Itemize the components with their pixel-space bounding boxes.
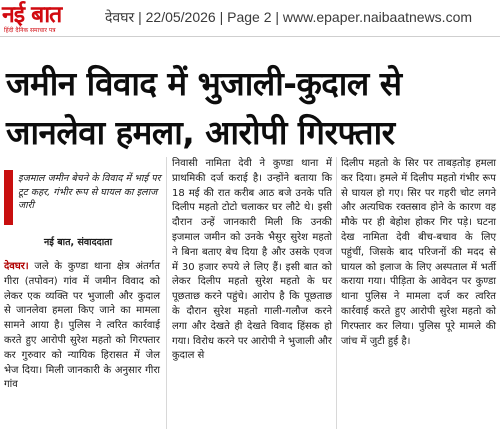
column-divider bbox=[166, 157, 167, 429]
logo-tagline: हिंदी दैनिक समाचार पत्र bbox=[4, 27, 56, 34]
column-3-text: दिलीप महतो के सिर पर ताबड़तोड़ हमला कर दिया। हमले में दिलीप महतो गंभीर रूप से घायल हो गए। सिर पर गहरी चोट लगने और अत्यधिक रक्तस्राव होने के कारण वह मौके पर ही बेहोश होकर गिर पड़े। घटना देख नामिता देवी बीच-बचाव के लिए पहुंचीं, जिसके बाद परिजनों की मदद से घायल को इलाज के लिए अस्पताल में भर्ती कराया गया। पीड़िता के आवेदन पर कुण्डा थाना पुलिस ने मामला दर्ज कर त्वरित कार्रवाई करते हुए आरोपी सुरेश महतो को गिरफ्तार कर लिया। पुलिस पूरे मामले की जांच में जुटी हुई है। bbox=[341, 158, 496, 347]
column-1-body: जले के कुण्डा थाना क्षेत्र अंतर्गत गीरा (तपोवन) गांव में जमीन विवाद को लेकर एक व्यक्ति पर भुजाली और कुदाल से जानलेवा हमला किए जाने का मामला सामने आया है। पुलिस ने त्वरित कार्रवाई करते हुए आरोपी सुरेश महतो को गिरफ्तार कर गुरुवार को न्यायिक हिरासत में जेल भेज दिया। मिली जानकारी के अनुसार गीरा गांव bbox=[4, 261, 160, 391]
column-divider bbox=[336, 157, 337, 429]
article-column-3 bbox=[341, 157, 496, 349]
logo-text: नई बात bbox=[2, 2, 62, 28]
newspaper-logo[interactable] bbox=[2, 2, 92, 34]
article-column-1 bbox=[4, 260, 160, 393]
pullquote-bar bbox=[4, 170, 13, 225]
headline-line-1: जमीन विवाद में भुजाली-कुदाल से bbox=[6, 64, 402, 103]
masthead bbox=[0, 0, 500, 37]
dateline: देवघर। bbox=[4, 261, 29, 272]
column-1-text bbox=[4, 260, 160, 393]
article-column-2 bbox=[172, 157, 332, 364]
byline: नई बात, संवाददाता bbox=[44, 237, 113, 248]
headline-line-2: जानलेवा हमला, आरोपी गिरफ्तार bbox=[6, 113, 395, 152]
pullquote-text: इजमाल जमीन बेचने के विवाद में भाई पर टूट कहर, गंभीर रूप से घायल का इलाज जारी bbox=[18, 173, 161, 211]
pullquote bbox=[4, 170, 162, 225]
column-2-text: निवासी नामिता देवी ने कुण्डा थाना में प्राथमिकी दर्ज कराई है। उन्होंने बताया कि 18 मई की रात करीब आठ बजे उनके पति दिलीप महतो टोटो चलाकर घर लौटे थे। इसी दौरान उन्हें जानकारी मिली कि उनकी इजमाल जमीन को उनके भैसुर सुरेश महतो ने बिना बताए बेच दिया है और उसके एवज में 30 हजार रुपये ले लिए हैं। इसी बात को लेकर दिलीप महतो सुरेश महतो के घर पूछताछ करने पहुंचे। आरोप है कि पूछताछ के दौरान सुरेश महतो गाली-गलौज करने लगा और देखते ही देखते विवाद हिंसक हो गया। विरोध करने पर आरोपी ने भुजाली और कुदाल से bbox=[172, 158, 332, 362]
masthead-info: देवघर | 22/05/2026 | Page 2 | www.epaper.naibaatnews.com bbox=[105, 9, 473, 25]
